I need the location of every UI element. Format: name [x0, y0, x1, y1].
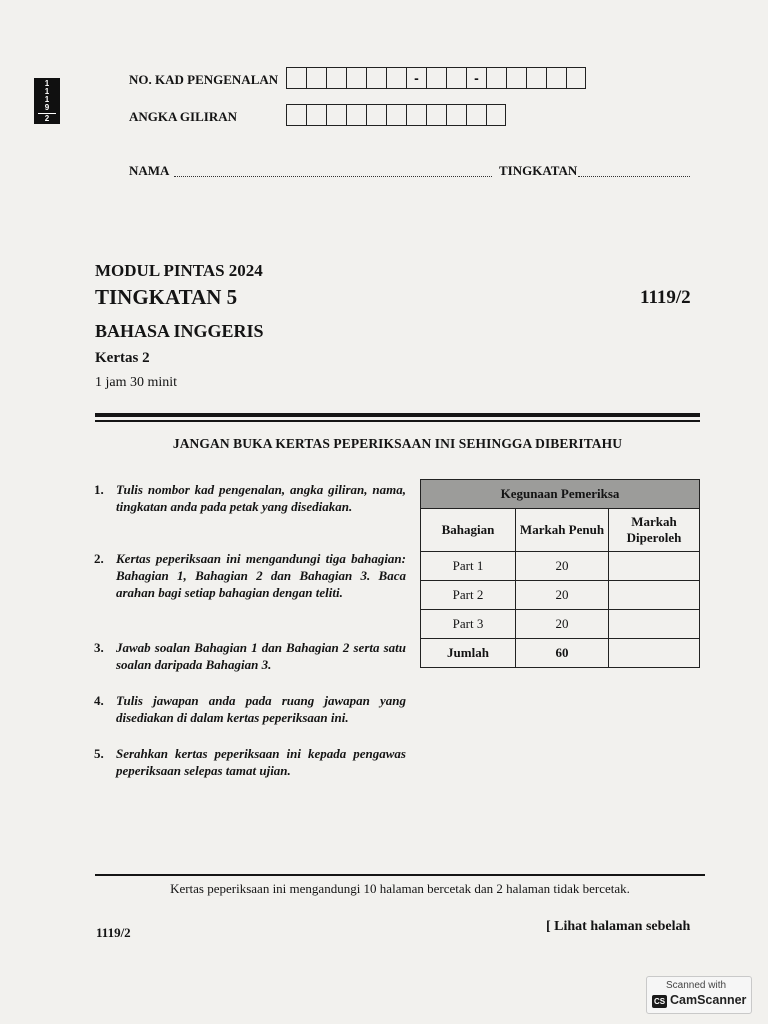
table-row	[421, 610, 700, 639]
see-next-page-note: [ Lihat halaman sebelah	[546, 919, 691, 934]
name-label: NAMA	[129, 163, 170, 178]
id-separator-box: -	[466, 67, 486, 89]
exam-duration: 1 jam 30 minit	[95, 375, 178, 390]
id-digit-box[interactable]	[446, 67, 466, 89]
instruction-number: 5.	[94, 746, 104, 761]
table-row	[421, 552, 700, 581]
id-number-boxes[interactable]	[286, 67, 586, 89]
table-row	[421, 581, 700, 610]
part-cell: Part 1	[421, 552, 516, 581]
column-header-full-marks: Markah Penuh	[516, 509, 609, 552]
id-digit-box[interactable]	[326, 67, 346, 89]
instruction-number: 4.	[94, 693, 104, 708]
subject-title: BAHASA INGGERIS	[95, 321, 264, 341]
form-title: TINGKATAN 5	[95, 285, 238, 309]
marks-obtained-cell[interactable]	[609, 552, 700, 581]
column-header-marks-obtained: Markah Diperoleh	[609, 509, 700, 552]
code-strip-digit: 1	[44, 95, 50, 104]
instruction-item	[94, 745, 406, 779]
id-digit-box[interactable]	[546, 67, 566, 89]
marks-obtained-cell[interactable]	[609, 610, 700, 639]
header-divider-thin	[95, 420, 700, 422]
paper-number: Kertas 2	[95, 350, 150, 366]
instruction-text: Tulis nombor kad pengenalan, angka giliran, nama, tingkatan anda pada petak yang disediakan.	[116, 482, 406, 514]
instruction-text: Kertas peperiksaan ini mengandungi tiga bahagian: Bahagian 1, Bahagian 2 dan Bahagian 3. Baca arahan bagi setiap bahagian dengan teliti.	[116, 551, 406, 600]
instruction-item	[94, 692, 406, 726]
id-digit-box[interactable]	[526, 67, 546, 89]
camscanner-watermark	[646, 976, 752, 1014]
part-cell: Part 2	[421, 581, 516, 610]
id-digit-box[interactable]	[566, 67, 586, 89]
camscanner-logo-icon: CS	[653, 997, 666, 1006]
id-digit-box[interactable]	[346, 67, 366, 89]
roll-digit-box[interactable]	[406, 104, 426, 126]
roll-digit-box[interactable]	[466, 104, 486, 126]
total-label-cell: Jumlah	[421, 639, 516, 668]
class-input-line[interactable]	[578, 176, 690, 177]
paper-code: 1119/2	[640, 287, 691, 308]
full-marks-cell: 20	[516, 610, 609, 639]
roll-digit-box[interactable]	[366, 104, 386, 126]
class-label: TINGKATAN	[499, 163, 578, 178]
examiner-use-table	[420, 479, 700, 668]
module-title: MODUL PINTAS 2024	[95, 261, 263, 280]
id-number-label: NO. KAD PENGENALAN	[129, 72, 279, 87]
column-header-part: Bahagian	[421, 509, 516, 552]
instruction-number: 3.	[94, 640, 104, 655]
roll-digit-box[interactable]	[486, 104, 506, 126]
roll-digit-box[interactable]	[326, 104, 346, 126]
instruction-number: 1.	[94, 482, 104, 497]
instruction-item	[94, 639, 406, 673]
instruction-text: Serahkan kertas peperiksaan ini kepada pengawas peperiksaan selepas tamat ujian.	[116, 746, 406, 778]
full-marks-cell: 20	[516, 552, 609, 581]
marks-obtained-cell[interactable]	[609, 581, 700, 610]
instruction-text: Jawab soalan Bahagian 1 dan Bahagian 2 serta satu soalan daripada Bahagian 3.	[116, 640, 406, 672]
total-marks-obtained-cell[interactable]	[609, 639, 700, 668]
examiner-table-title: Kegunaan Pemeriksa	[421, 480, 700, 509]
roll-digit-box[interactable]	[386, 104, 406, 126]
full-marks-cell: 20	[516, 581, 609, 610]
paper-code-strip	[34, 78, 60, 124]
instruction-item	[94, 550, 406, 601]
id-digit-box[interactable]	[386, 67, 406, 89]
code-strip-digit: 2	[44, 114, 50, 123]
footer-divider	[95, 874, 705, 876]
code-strip-digit: 1	[44, 87, 50, 96]
watermark-caption: Scanned with	[666, 980, 727, 991]
id-separator-box: -	[406, 67, 426, 89]
roll-digit-box[interactable]	[306, 104, 326, 126]
code-strip-digit: 1	[44, 79, 50, 88]
id-digit-box[interactable]	[486, 67, 506, 89]
footer-paper-code: 1119/2	[96, 925, 131, 940]
instruction-item	[94, 481, 406, 515]
header-divider-thick	[95, 413, 700, 417]
total-full-marks-cell: 60	[516, 639, 609, 668]
roll-number-label: ANGKA GILIRAN	[129, 109, 237, 124]
code-strip-digit: 9	[44, 103, 50, 112]
page-count-note: Kertas peperiksaan ini mengandungi 10 halaman bercetak dan 2 halaman tidak bercetak.	[170, 881, 630, 896]
roll-digit-box[interactable]	[446, 104, 466, 126]
do-not-open-warning: JANGAN BUKA KERTAS PEPERIKSAAN INI SEHINGGA DIBERITAHU	[172, 436, 623, 451]
roll-number-boxes[interactable]	[286, 104, 506, 126]
id-digit-box[interactable]	[286, 67, 306, 89]
id-digit-box[interactable]	[306, 67, 326, 89]
instruction-text: Tulis jawapan anda pada ruang jawapan yang disediakan di dalam kertas peperiksaan ini.	[116, 693, 406, 725]
part-cell: Part 3	[421, 610, 516, 639]
roll-digit-box[interactable]	[286, 104, 306, 126]
roll-digit-box[interactable]	[426, 104, 446, 126]
name-input-line[interactable]	[174, 176, 492, 177]
roll-digit-box[interactable]	[346, 104, 366, 126]
id-digit-box[interactable]	[506, 67, 526, 89]
watermark-brand: CamScanner	[670, 993, 747, 1007]
instruction-number: 2.	[94, 551, 104, 566]
id-digit-box[interactable]	[366, 67, 386, 89]
id-digit-box[interactable]	[426, 67, 446, 89]
table-row-total	[421, 639, 700, 668]
